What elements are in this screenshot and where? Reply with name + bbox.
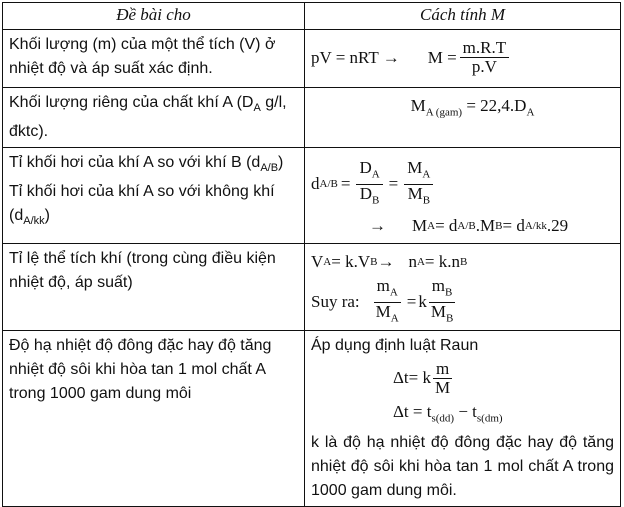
formula-line: [311, 397, 614, 429]
subscript: A: [427, 219, 436, 232]
formula-text: = d: [502, 215, 525, 235]
formula-cell: [305, 30, 621, 88]
formula-cell: [305, 88, 621, 148]
formula-text: d: [311, 174, 320, 194]
subscript: A: [422, 168, 431, 181]
arrow: →: [377, 252, 395, 272]
formula-title: Áp dụng định luật Raun: [311, 336, 479, 354]
fraction: [460, 39, 509, 76]
formula-text: = 22,4.D: [462, 96, 527, 115]
denominator: p.V: [471, 57, 497, 76]
condition-cell: Độ hạ nhiệt độ đông đặc hay độ tăng nhiệt độ sôi khi hòa tan 1 mol chất A trong 1000 gam dung môi: [3, 330, 305, 506]
formula-text: Δt = t: [393, 401, 432, 421]
condition-line: [9, 180, 298, 233]
table-row: [3, 244, 621, 331]
formula-text: .M: [475, 215, 496, 235]
subscript: A/B: [457, 219, 476, 232]
fraction: [404, 159, 433, 209]
condition-text: Tỉ khối hơi của khí A so với không khí (d: [9, 183, 275, 225]
subscript: A/kk: [23, 215, 45, 228]
fraction: [356, 159, 382, 209]
numerator: m: [433, 360, 452, 379]
formula-text: Δt: [393, 368, 409, 388]
condition-text: g/l, đktc).: [9, 94, 287, 141]
formula-text: .29: [546, 215, 569, 235]
header-row: [3, 3, 621, 30]
formula-text: = d: [435, 215, 458, 235]
subscript: s(dd): [431, 412, 455, 425]
formula-text: k: [418, 292, 427, 312]
numerator: m: [431, 276, 445, 296]
formula-description: k là độ hạ nhiệt độ đông đặc hay độ tăng nhiệt độ sôi khi hòa tan 1 mol chất A trong 1000 gam dung môi.: [311, 434, 614, 500]
subscript: A (gam): [425, 106, 463, 119]
condition-cell: [3, 148, 305, 244]
formula-text: M =: [427, 47, 457, 67]
subscript: A: [526, 106, 535, 119]
condition-text: Khối lượng riêng của chất khí A (D: [9, 94, 254, 111]
subscript: A/kk: [524, 219, 547, 232]
condition-cell: Khối lượng (m) của một thể tích (V) ở nhiệt độ và áp suất xác định.: [3, 30, 305, 88]
subscript: A: [253, 102, 261, 115]
denominator: M: [375, 301, 391, 321]
condition-text: Tỉ khối hơi của khí A so với khí B (d: [9, 154, 261, 172]
fraction: [432, 360, 453, 397]
table-row: [3, 148, 621, 244]
numerator: m: [376, 276, 390, 296]
table-row: [3, 88, 621, 148]
header-method: Cách tính M: [305, 3, 621, 30]
formula-cell: V A = k.V B → n A = k.n B Suy ra: $\frac{m_A}{M_A}$ = k $\frac{m_B}{M_B}$: [305, 244, 621, 331]
subscript: A: [371, 168, 380, 181]
numerator: m.R.T: [460, 39, 509, 58]
condition-cell: [3, 88, 305, 148]
condition-cell: Tỉ lệ thể tích khí (trong cùng điều kiện nhiệt độ, áp suất): [3, 244, 305, 331]
formula-text: V: [311, 252, 324, 272]
numerator: D: [359, 158, 372, 178]
subscript: A/B: [260, 162, 279, 175]
formula-text: n: [408, 252, 417, 272]
condition-line: [9, 151, 298, 180]
subscript: B: [372, 193, 380, 206]
formula-text: M: [412, 215, 428, 235]
formula-text: Suy ra:: [311, 292, 360, 312]
header-given: Đề bài cho: [3, 3, 305, 30]
denominator: D: [359, 183, 373, 203]
subscript: A/B: [319, 178, 338, 191]
formula-cell: [305, 330, 621, 506]
numerator: M: [407, 158, 423, 178]
fraction: $\frac{m_A}{M_A}$: [373, 277, 402, 327]
formula-text: = k.n: [424, 252, 460, 272]
denominator: M: [407, 183, 423, 203]
formula-table: [2, 2, 621, 507]
subscript: B: [422, 193, 431, 206]
formula-text: pV = nRT →: [311, 47, 400, 67]
formula-text: − t: [454, 401, 477, 421]
condition-text: ): [278, 154, 284, 172]
table-row: [3, 330, 621, 506]
equals: =: [340, 174, 351, 194]
formula-text: M: [410, 96, 426, 115]
fraction: $\frac{m_B}{M_B}$: [428, 277, 456, 327]
condition-text: ): [44, 207, 50, 225]
formula-cell: [305, 148, 621, 244]
table-row: [3, 30, 621, 88]
subscript: s(dm): [476, 412, 503, 425]
equals: =: [388, 174, 399, 194]
denominator: M: [435, 377, 451, 397]
formula-text: = k: [408, 368, 431, 388]
denominator: M: [430, 301, 446, 321]
arrow: →: [369, 215, 386, 235]
formula-text: = k.V: [331, 252, 371, 272]
subscript: B: [495, 219, 503, 232]
equals: =: [406, 292, 417, 312]
